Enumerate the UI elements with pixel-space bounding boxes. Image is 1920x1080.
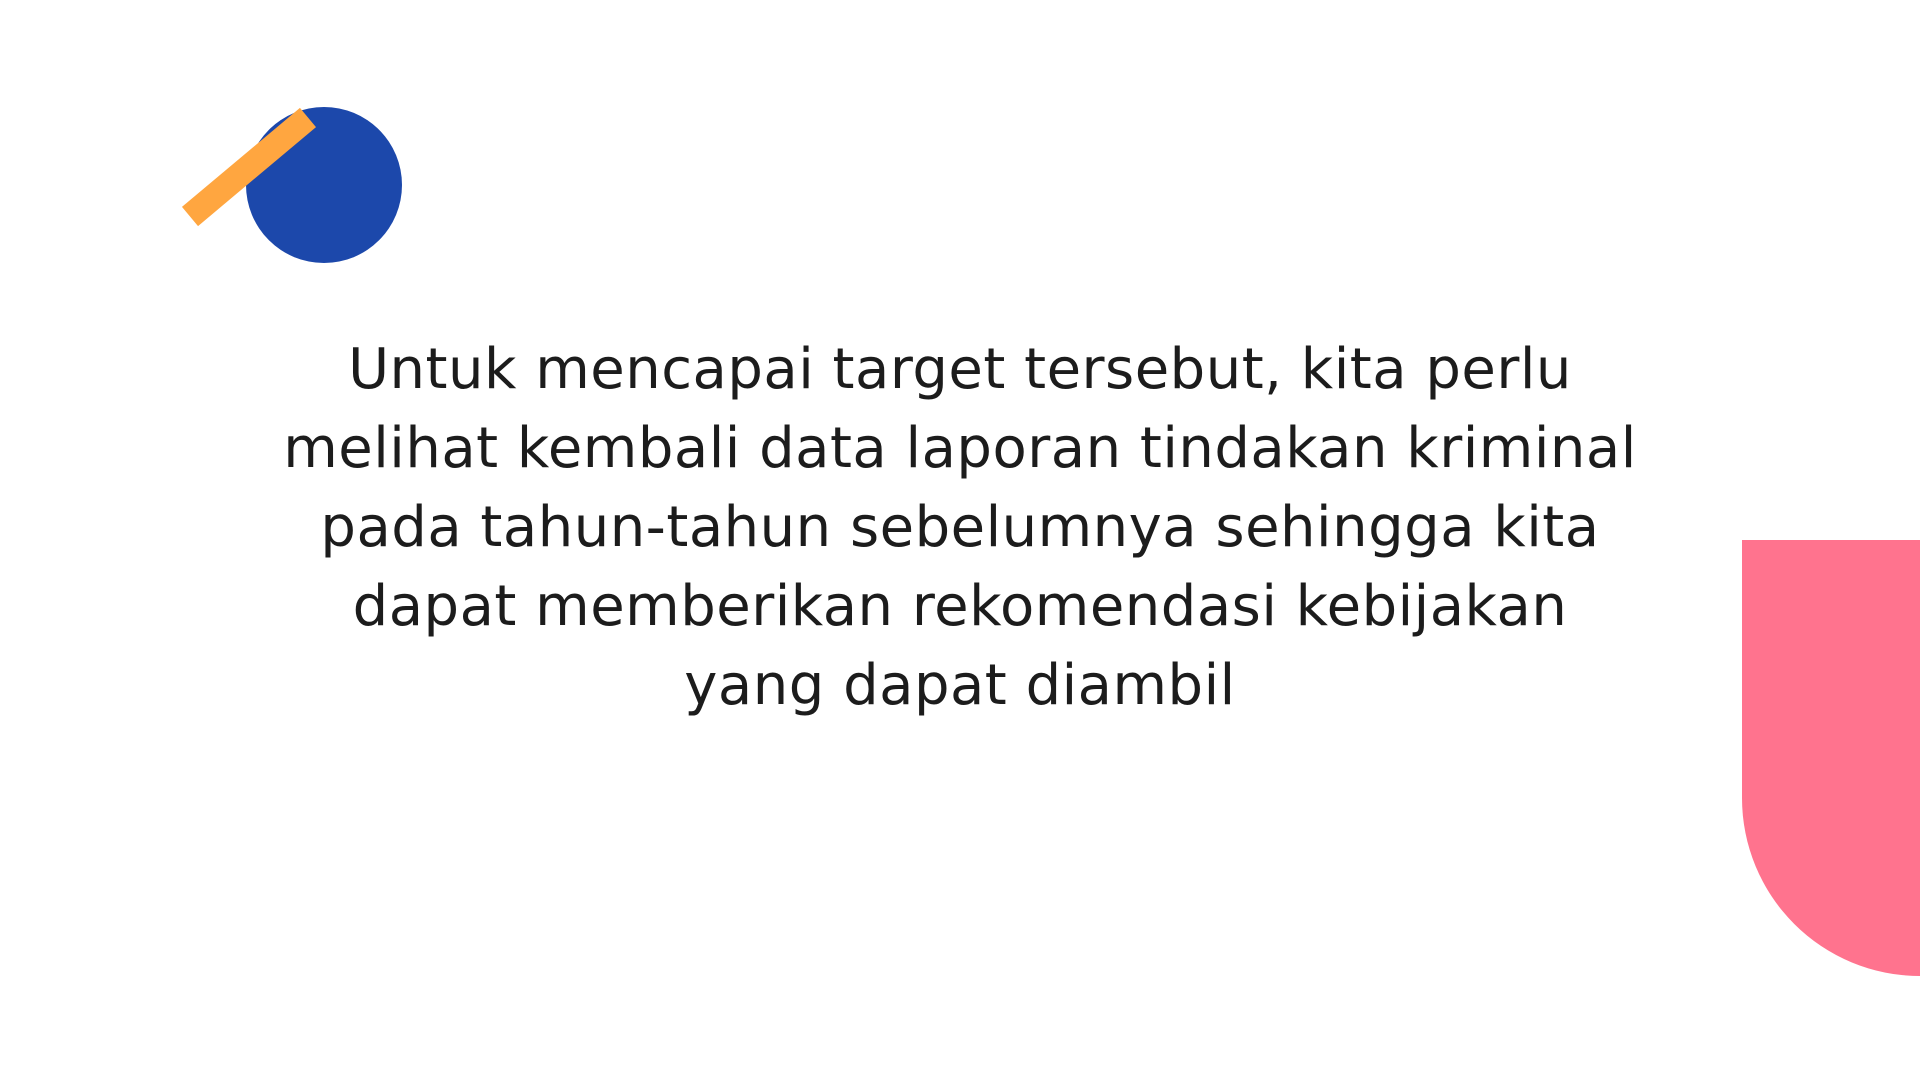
- decorative-pink-shape: [1742, 540, 1920, 976]
- text-line-2: melihat kembali data laporan tindakan kriminal: [283, 416, 1637, 481]
- slide-body-text: [180, 330, 1740, 725]
- text-line-3: pada tahun-tahun sebelumnya sehingga kita: [320, 495, 1600, 560]
- text-line-1: Untuk mencapai target tersebut, kita perlu: [348, 337, 1572, 402]
- text-line-5: yang dapat diambil: [684, 653, 1236, 718]
- decorative-blue-circle: [246, 107, 402, 263]
- text-line-4: dapat memberikan rekomendasi kebijakan: [352, 574, 1568, 639]
